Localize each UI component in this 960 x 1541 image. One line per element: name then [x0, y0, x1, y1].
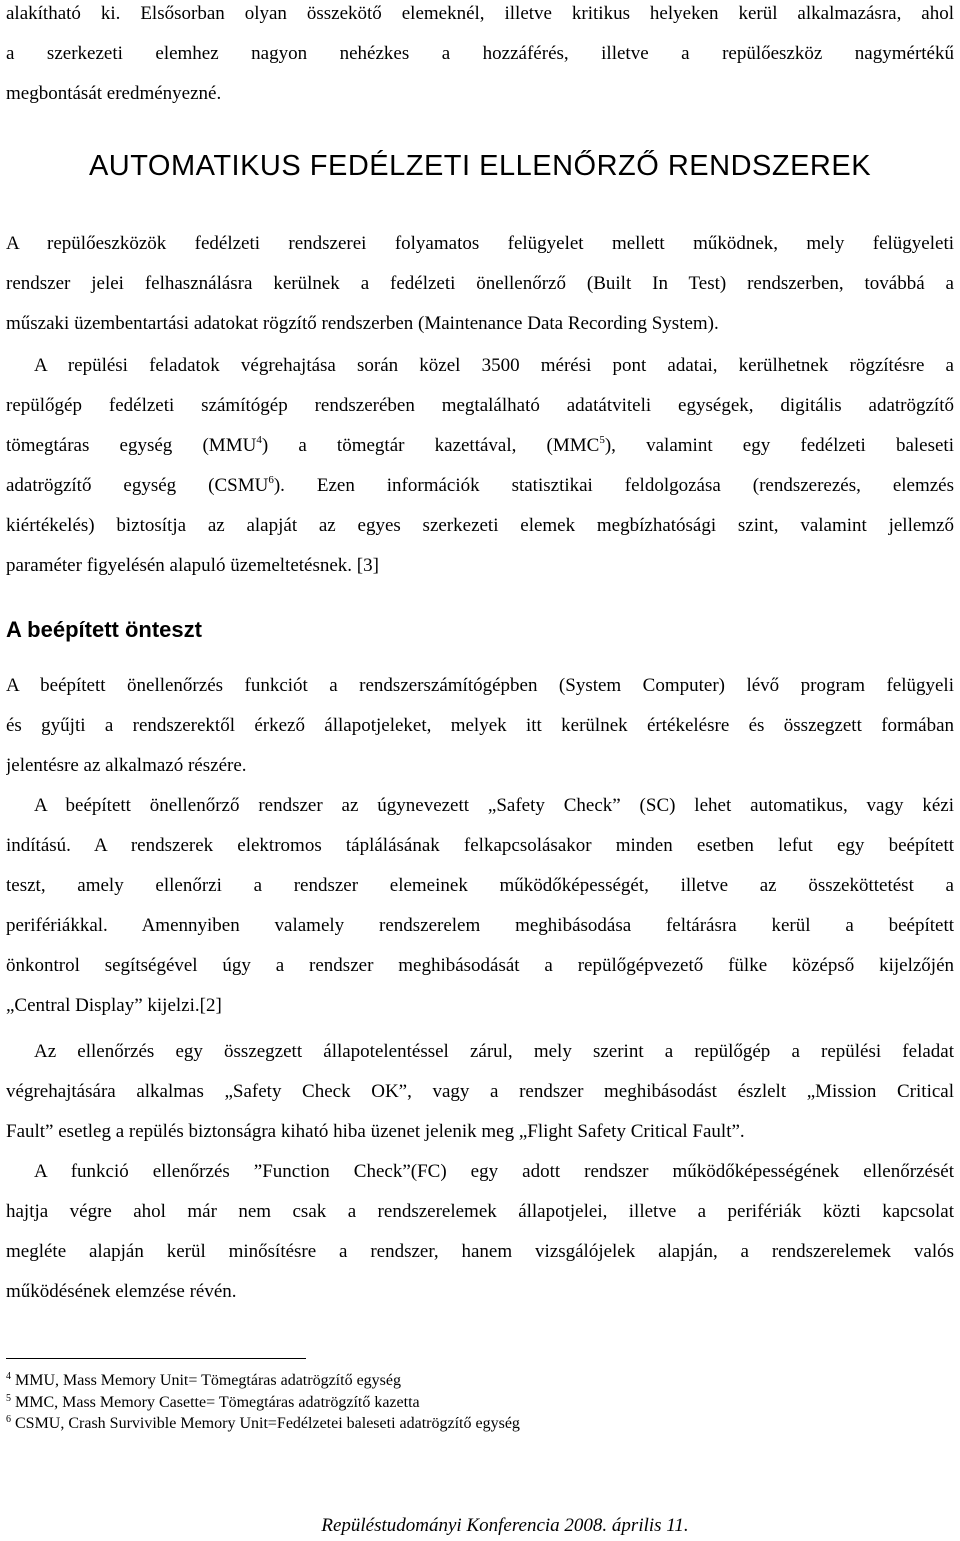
subsection-title: A beépített önteszt [6, 617, 202, 642]
paragraph-3 [6, 666, 954, 786]
text-line: végrehajtására alkalmas „Safety Check OK”, vagy a rendszer meghibásodást észlelt „Mission Critical [6, 1081, 954, 1102]
footnote-4 [6, 1372, 401, 1390]
text-line: „Central Display” kijelzi.[2] [6, 995, 222, 1016]
footnote-number: 4 [6, 1371, 11, 1382]
text-line: hajtja végre ahol már nem csak a rendszerelemek állapotjelei, illetve a perifériák közti kapcsolat [6, 1201, 954, 1222]
section-title: AUTOMATIKUS FEDÉLZETI ELLENŐRZŐ RENDSZEREK [88, 150, 872, 182]
footnote-text: MMC, Mass Memory Casette= Tömegtáras adatrögzítő kazetta [15, 1394, 420, 1411]
text-line: paraméter figyelésén alapuló üzemeltetésnek. [3] [6, 555, 379, 576]
text-line: Az ellenőrzés egy összegzett állapotelentéssel zárul, mely szerint a repülőgép a repülési feladat [34, 1041, 954, 1062]
footnote-ref: 5 [599, 434, 605, 446]
text-line: alakítható ki. Elsősorban olyan összekötő elemeknél, illetve kritikus helyeken kerül alkalmazásra, ahol [6, 3, 954, 24]
page-footer: Repüléstudományi Konferencia 2008. április 11. [321, 1515, 689, 1536]
text-line: teszt, amely ellenőrzi a rendszer elemeinek működőképességét, illetve az összeköttetést a [6, 875, 954, 896]
text-line [6, 426, 954, 466]
text-line: Fault” esetleg a repülés biztonságra kiható hiba üzenet jelenik meg „Flight Safety Critical Fault”. [6, 1121, 745, 1142]
text-line: műszaki üzembentartási adatokat rögzítő rendszerben (Maintenance Data Recording System). [6, 313, 719, 334]
text-line: perifériákkal. Amennyiben valamely rendszerelem meghibásodása feltárásra kerül a beépített [6, 915, 954, 936]
footnote-number: 6 [6, 1414, 11, 1425]
footnote-5 [6, 1394, 420, 1412]
text-line: indítású. A rendszerek elektromos táplálásának felkapcsolásakor minden esetben lefut egy beépített [6, 835, 954, 856]
text-segment: tömegtáras egység (MMU [6, 435, 257, 456]
text-line: jelentésre az alkalmazó részére. [6, 755, 247, 776]
footnote-text: CSMU, Crash Survivible Memory Unit=Fedélzetei baleseti adatrögzítő egység [15, 1415, 520, 1432]
text-segment: ). Ezen információk statisztikai feldolgozása (rendszerezés, elemzés [273, 475, 954, 496]
text-line: A repülési feladatok végrehajtása során közel 3500 mérési pont adatai, kerülhetnek rögzítésre a [34, 355, 954, 376]
footnote-6 [6, 1415, 520, 1433]
text-line: rendszer jelei felhasználásra kerülnek a fedélzeti önellenőrző (Built In Test) rendszerben, továbbá a [6, 273, 954, 294]
paragraph-4 [6, 786, 954, 1026]
text-segment: ), valamint egy fedélzeti baleseti [604, 435, 954, 456]
text-line: A repülőeszközök fedélzeti rendszerei folyamatos felügyelet mellett működnek, mely felügyeleti [6, 233, 954, 254]
text-line: megbontását eredményezné. [6, 83, 222, 104]
text-line: A funkció ellenőrzés ”Function Check”(FC) egy adott rendszer működőképességének ellenőrzését [34, 1161, 954, 1182]
text-line: A beépített önellenőrzés funkciót a rendszerszámítógépben (System Computer) lévő program felügyeli [6, 675, 954, 696]
text-segment: ) a tömegtár kazettával, (MMC [261, 435, 600, 456]
text-line: működésének elemzése révén. [6, 1281, 237, 1302]
intro-paragraph [6, 0, 954, 114]
footnote-ref: 6 [268, 474, 274, 486]
text-line: a szerkezeti elemhez nagyon nehézkes a hozzáférés, illetve a repülőeszköz nagymértékű [6, 43, 954, 64]
footnote-number: 5 [6, 1393, 11, 1404]
text-line: és gyűjti a rendszerektől érkező állapotjeleket, melyek itt kerülnek értékelésre és összegzett formában [6, 715, 954, 736]
footnote-text: MMU, Mass Memory Unit= Tömegtáras adatrögzítő egység [15, 1372, 401, 1389]
paragraph-2 [6, 346, 954, 586]
footnote-divider [6, 1358, 306, 1359]
text-line: megléte alapján kerül minősítésre a rendszer, hanem vizsgálójelek alapján, a rendszerelemek valós [6, 1241, 954, 1262]
text-line: kiértékelés) biztosítja az alapját az egyes szerkezeti elemek megbízhatósági szint, valamint jellemző [6, 515, 954, 536]
text-line: A beépített önellenőrző rendszer az úgynevezett „Safety Check” (SC) lehet automatikus, vagy kézi [34, 795, 954, 816]
footnote-ref: 4 [256, 434, 262, 446]
text-line [6, 466, 954, 506]
paragraph-5 [6, 1032, 954, 1152]
text-segment: adatrögzítő egység (CSMU [6, 475, 269, 496]
text-line: repülőgép fedélzeti számítógép rendszerében megtalálható adatátviteli egységek, digitális adatrögzítő [6, 395, 954, 416]
text-line: önkontrol segítségével úgy a rendszer meghibásodását a repülőgépvezető fülke középső kijelzőjén [6, 955, 954, 976]
paragraph-6 [6, 1152, 954, 1312]
paragraph-1 [6, 224, 954, 344]
